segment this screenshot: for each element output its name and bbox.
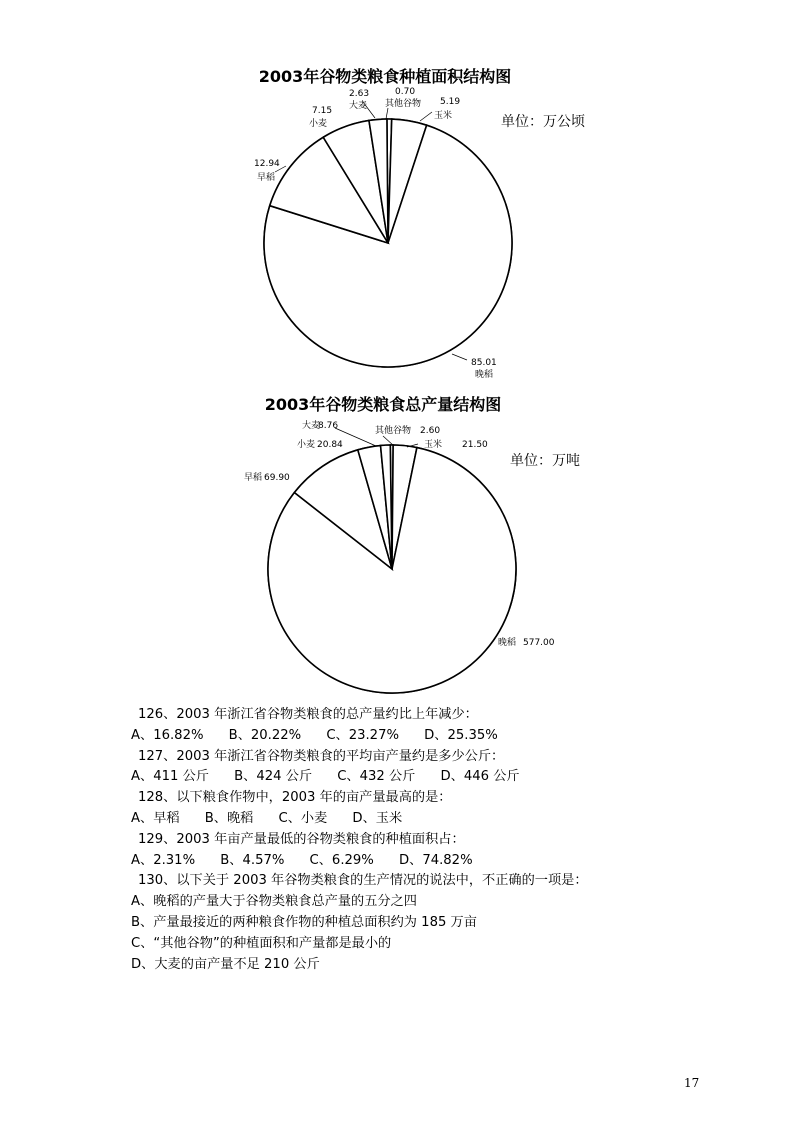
chart-unit-area: 单位：万公顷 (501, 114, 585, 130)
question-line: A、16.82% B、20.22% C、23.27% D、25.35% (131, 727, 498, 743)
slice-label: 其他谷物 (385, 99, 422, 109)
slice-label: 玉米 (434, 111, 453, 121)
slice-value: 85.01 (471, 358, 497, 368)
slice-label: 早稻 (244, 473, 263, 483)
slice-label: 小麦 (309, 119, 328, 129)
slice-value: 12.94 (254, 159, 280, 169)
slice-value: 577.00 (523, 638, 555, 648)
slice-value: 2.63 (349, 89, 370, 99)
chart-title-output: 2003年谷物类粮食总产量结构图 (264, 395, 502, 414)
slice-label: 早稻 (257, 173, 276, 183)
question-line: 127、2003 年浙江省谷物类粮食的平均亩产量约是多少公斤： (138, 748, 505, 764)
question-line: A、晚稻的产量大于谷物类粮食总产量的五分之四 (131, 894, 417, 910)
slice-value: 21.50 (462, 440, 488, 450)
slice-label: 其他谷物 (375, 426, 412, 436)
question-line: 128、以下粮食作物中，2003 年的亩产量最高的是： (138, 790, 452, 806)
question-line: C、“其他谷物”的种植面积和产量都是最小的 (131, 935, 392, 951)
question-list (131, 705, 691, 975)
question-line: 129、2003 年亩产量最低的谷物类粮食的种植面积占： (138, 831, 465, 847)
slice-label: 晚稻 (498, 638, 517, 648)
slice-value: 5.19 (440, 97, 461, 107)
question-line: B、产量最接近的两种粮食作物的种植总面积约为 185 万亩 (131, 914, 477, 930)
chart-title-area: 2003年谷物类粮食种植面积结构图 (258, 67, 512, 86)
page-number: 17 (684, 1076, 700, 1090)
slice-value: 0.70 (395, 87, 416, 97)
slice-value: 7.15 (312, 106, 333, 116)
slice-value: 8.76 (318, 421, 339, 431)
question-line: A、早稻 B、晚稻 C、小麦 D、玉米 (131, 810, 403, 826)
question-line: 126、2003 年浙江省谷物类粮食的总产量约比上年减少： (138, 707, 478, 722)
question-line: 130、以下关于 2003 年谷物类粮食的生产情况的说法中，不正确的一项是： (138, 873, 588, 889)
slice-label: 大麦 (302, 421, 321, 431)
slice-value: 2.60 (420, 426, 441, 436)
slice-label: 晚稻 (475, 370, 494, 380)
question-line: D、大麦的亩产量不足 210 公斤 (131, 956, 320, 972)
slice-value: 69.90 (264, 473, 290, 483)
question-line: A、2.31% B、4.57% C、6.29% D、74.82% (131, 852, 473, 868)
slice-label: 小麦 (297, 440, 316, 450)
question-line: A、411 公斤 B、424 公斤 C、432 公斤 D、446 公斤 (131, 769, 520, 785)
slice-value: 20.84 (317, 440, 343, 450)
chart-unit-output: 单位：万吨 (510, 453, 580, 469)
slice-label: 玉米 (424, 440, 443, 450)
slice-label: 大麦 (349, 101, 368, 111)
